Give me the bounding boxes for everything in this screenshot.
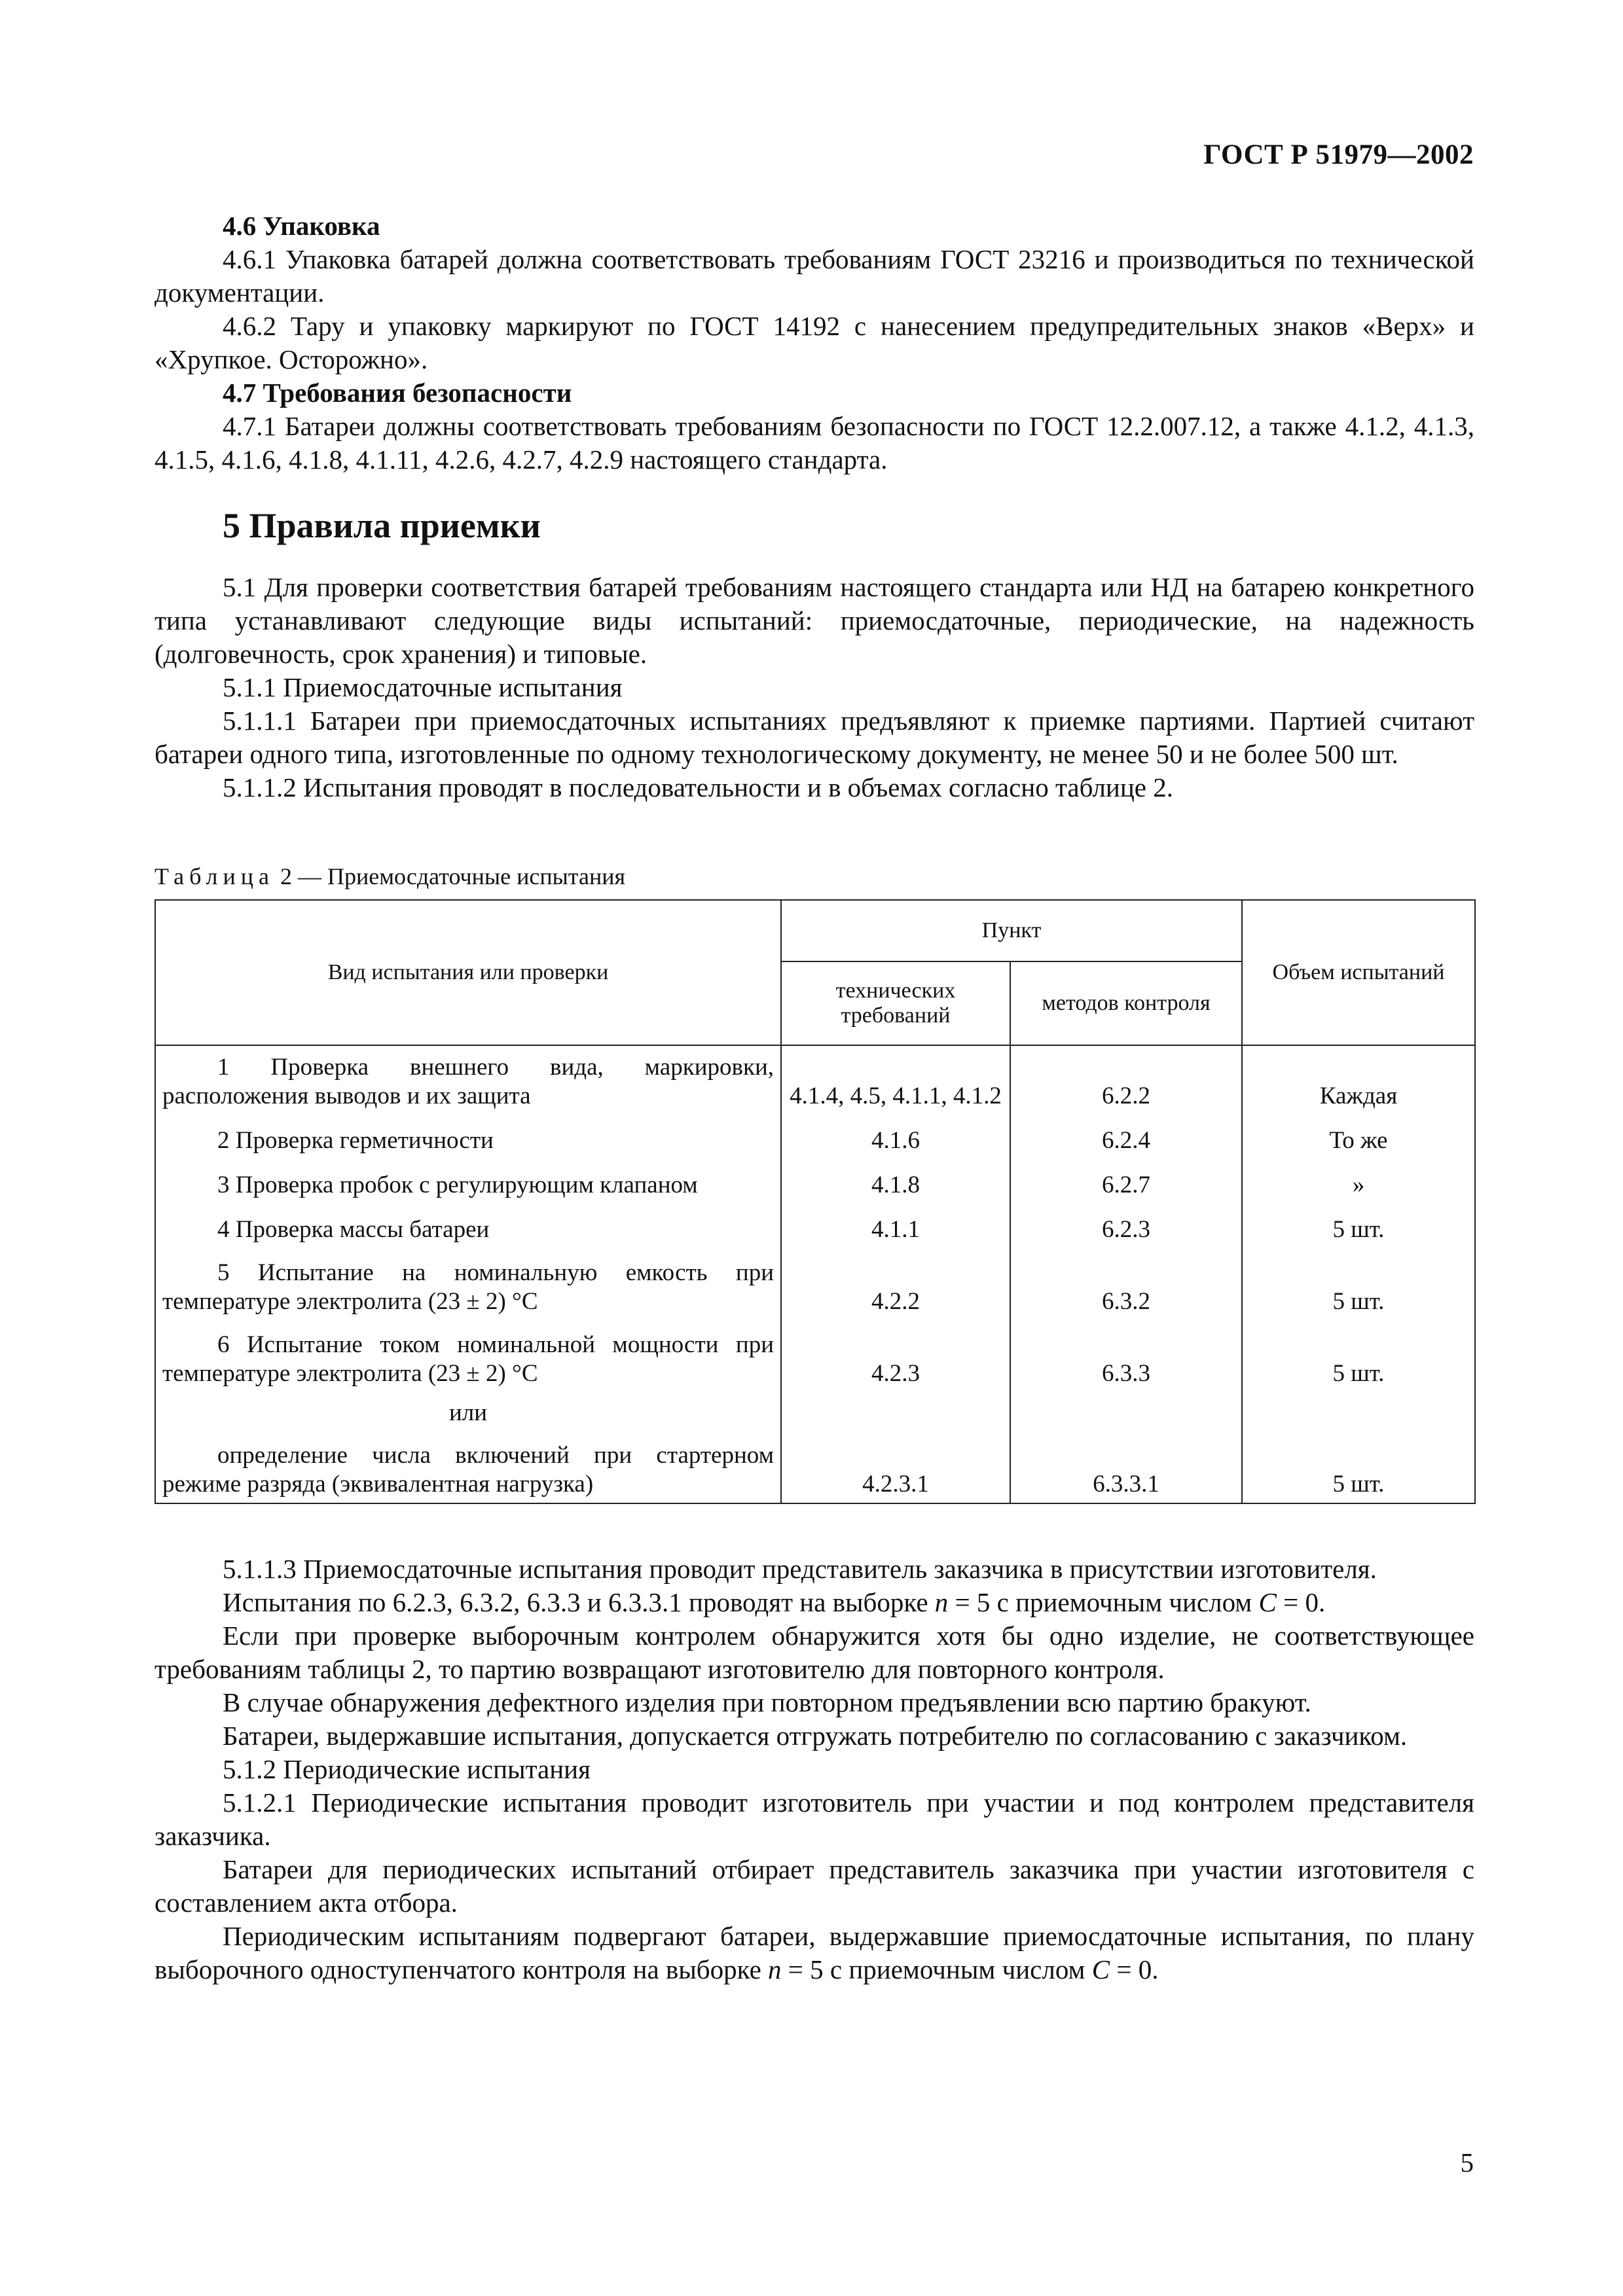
row-tech-clause: 4.1.1	[781, 1204, 1010, 1248]
text-fragment: Периодическим испытаниям подвергают батареи, выдержавшие приемосдаточные испытания, по плану выборочного одноступенчатого контроля на выборке	[155, 1921, 1474, 1984]
row-test-name: 1 Проверка внешнего вида, маркировки, расположения выводов и их защита	[155, 1045, 781, 1115]
paragraph-5-1-2: 5.1.2 Периодические испытания	[223, 1754, 591, 1784]
table-caption-label: Таблица	[155, 863, 274, 889]
heading-4-6: 4.6 Упаковка	[223, 211, 380, 241]
document-header: ГОСТ Р 51979—2002	[1203, 139, 1474, 170]
section-5-title: 5 Правила приемки	[223, 506, 541, 545]
row-method-clause: 6.2.3	[1010, 1204, 1242, 1248]
text-fragment: = 5 с приемочным числом	[948, 1587, 1259, 1617]
row-method-clause: 6.3.2	[1010, 1248, 1242, 1320]
table-row	[155, 1045, 1475, 1115]
section-5-continued	[155, 1552, 1474, 1986]
header-test-type: Вид испытания или проверки	[155, 900, 781, 1045]
row-tech-clause: 4.1.8	[781, 1159, 1010, 1204]
row-test-name: 3 Проверка пробок с регулирующим клапаном	[155, 1159, 781, 1204]
paragraph-5-1: 5.1 Для проверки соответствия батарей требованиям настоящего стандарта или НД на батарею конкретного типа устанавливают следующие виды испытаний: приемосдаточные, периодические, на надежность (долговечность, срок хранения) и типовые.	[155, 572, 1474, 669]
symbol-n: n	[768, 1954, 782, 1984]
row-tech-clause: 4.1.4, 4.5, 4.1.1, 4.1.2	[781, 1045, 1010, 1115]
table-row	[155, 1320, 1475, 1392]
paragraph-defective: В случае обнаружения дефектного изделия при повторном предъявлении всю партию бракуют.	[223, 1687, 1311, 1717]
row-test-name: 4 Проверка массы батареи	[155, 1204, 781, 1248]
acceptance-tests-table	[155, 899, 1476, 1504]
page-number: 5	[1460, 2147, 1474, 2178]
row-volume: То же	[1242, 1115, 1475, 1159]
row-volume	[1242, 1392, 1475, 1431]
paragraph-5-1-1: 5.1.1 Приемосдаточные испытания	[223, 672, 623, 702]
row-tech-clause: 4.2.2	[781, 1248, 1010, 1320]
sections-4-6-4-7	[155, 209, 1474, 476]
symbol-n: n	[934, 1587, 949, 1617]
row-method-clause: 6.2.4	[1010, 1115, 1242, 1159]
row-tech-clause	[781, 1392, 1010, 1431]
row-method-clause	[1010, 1392, 1242, 1431]
row-method-clause: 6.3.3.1	[1010, 1431, 1242, 1503]
table-caption-text: 2 — Приемосдаточные испытания	[274, 863, 626, 889]
table-row	[155, 1431, 1475, 1503]
text-fragment: Испытания по 6.2.3, 6.3.2, 6.3.3 и 6.3.3.1 проводят на выборке	[223, 1587, 935, 1617]
row-volume: 5 шт.	[1242, 1248, 1475, 1320]
paragraph-nonconforming: Если при проверке выборочным контролем обнаружится хотя бы одно изделие, не соответствующее требованиям таблицы 2, то партию возвращают изготовителю для повторного контроля.	[155, 1621, 1474, 1684]
text-fragment: = 0.	[1276, 1587, 1326, 1617]
symbol-c: С	[1258, 1587, 1277, 1617]
section-5-intro	[155, 571, 1474, 804]
paragraph-4-6-1: 4.6.1 Упаковка батарей должна соответствовать требованиям ГОСТ 23216 и производиться по технической документации.	[155, 244, 1474, 308]
row-test-name: или	[155, 1392, 781, 1431]
table-row	[155, 1392, 1475, 1431]
row-volume: »	[1242, 1159, 1475, 1204]
row-test-name: 5 Испытание на номинальную емкость при температуре электролита (23 ± 2) °С	[155, 1248, 781, 1320]
paragraph-periodic-plan	[155, 1920, 1474, 1986]
heading-4-7: 4.7 Требования безопасности	[223, 378, 572, 408]
header-tech-requirements: технических требований	[781, 961, 1010, 1045]
table-row	[155, 1159, 1475, 1204]
row-method-clause: 6.2.2	[1010, 1045, 1242, 1115]
table-row	[155, 1115, 1475, 1159]
header-volume: Объем испытаний	[1242, 900, 1475, 1045]
text-fragment: = 0.	[1110, 1954, 1159, 1984]
row-test-name: определение числа включений при стартерном режиме разряда (эквивалентная нагрузка)	[155, 1431, 781, 1503]
row-volume: 5 шт.	[1242, 1431, 1475, 1503]
row-tech-clause: 4.1.6	[781, 1115, 1010, 1159]
paragraph-4-6-2: 4.6.2 Тару и упаковку маркируют по ГОСТ 14192 с нанесением предупредительных знаков «Верх» и «Хрупкое. Осторожно».	[155, 311, 1474, 374]
row-tech-clause: 4.2.3.1	[781, 1431, 1010, 1503]
paragraph-shipment: Батареи, выдержавшие испытания, допускается отгружать потребителю по согласованию с заказчиком.	[223, 1721, 1408, 1751]
table-row	[155, 1204, 1475, 1248]
paragraph-5-1-2-1: 5.1.2.1 Периодические испытания проводит изготовитель при участии и под контролем представителя заказчика.	[155, 1787, 1474, 1851]
row-method-clause: 6.3.3	[1010, 1320, 1242, 1392]
paragraph-4-7-1: 4.7.1 Батареи должны соответствовать требованиям безопасности по ГОСТ 12.2.007.12, а также 4.1.2, 4.1.3, 4.1.5, 4.1.6, 4.1.8, 4.1.11, 4.2.6, 4.2.7, 4.2.9 настоящего стандарта.	[155, 411, 1474, 475]
header-control-methods: методов контроля	[1010, 961, 1242, 1045]
paragraph-sample-size	[155, 1586, 1474, 1619]
row-volume: 5 шт.	[1242, 1204, 1475, 1248]
table-caption	[155, 863, 625, 890]
symbol-c: С	[1091, 1954, 1110, 1984]
header-clause: Пункт	[781, 900, 1242, 961]
row-method-clause: 6.2.7	[1010, 1159, 1242, 1204]
table-row	[155, 1248, 1475, 1320]
paragraph-5-1-1-2: 5.1.1.2 Испытания проводят в последовательности и в объемах согласно таблице 2.	[223, 772, 1173, 802]
row-test-name: 6 Испытание током номинальной мощности при температуре электролита (23 ± 2) °С	[155, 1320, 781, 1392]
row-tech-clause: 4.2.3	[781, 1320, 1010, 1392]
paragraph-5-1-1-3: 5.1.1.3 Приемосдаточные испытания проводит представитель заказчика в присутствии изготовителя.	[223, 1554, 1377, 1584]
row-volume: 5 шт.	[1242, 1320, 1475, 1392]
paragraph-selection: Батареи для периодических испытаний отбирает представитель заказчика при участии изготовителя с составлением акта отбора.	[155, 1854, 1474, 1918]
paragraph-5-1-1-1: 5.1.1.1 Батареи при приемосдаточных испытаниях предъявляют к приемке партиями. Партией считают батареи одного типа, изготовленные по одному технологическому документу, не менее 50 и не более 500 шт.	[155, 706, 1474, 769]
row-volume: Каждая	[1242, 1045, 1475, 1115]
text-fragment: = 5 с приемочным числом	[781, 1954, 1092, 1984]
row-test-name: 2 Проверка герметичности	[155, 1115, 781, 1159]
